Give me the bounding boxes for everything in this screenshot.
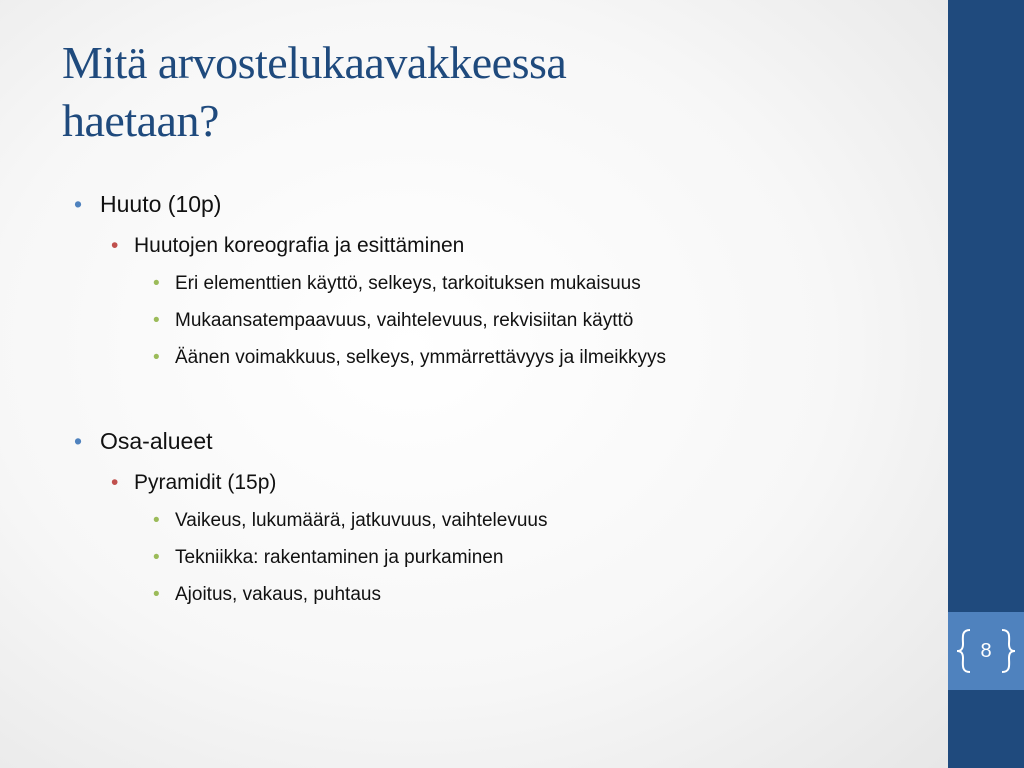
bullet-dot-icon: • (153, 547, 160, 568)
bullet-level-1 (74, 428, 213, 455)
bullet-text: Äänen voimakkuus, selkeys, ymmärrettävyys ja ilmeikkyys (175, 347, 666, 368)
bullet-text: Huutojen koreografia ja esittäminen (134, 234, 465, 257)
page-number: 8 (980, 640, 992, 662)
bullet-text: Ajoitus, vakaus, puhtaus (175, 584, 381, 605)
bullet-dot-icon: • (111, 471, 119, 494)
bullet-text: Eri elementtien käyttö, selkeys, tarkoituksen mukaisuus (175, 273, 641, 294)
page-number-box (948, 612, 1024, 690)
bullet-level-3 (153, 273, 641, 295)
bullet-level-1 (74, 191, 222, 218)
bullet-text: Vaikeus, lukumäärä, jatkuvuus, vaihtelevuus (175, 510, 548, 531)
bullet-level-3 (153, 347, 666, 369)
bullet-level-3 (153, 584, 381, 606)
bullet-dot-icon: • (153, 310, 160, 331)
bullet-dot-icon: • (153, 584, 160, 605)
bullet-level-3 (153, 310, 634, 332)
bullet-text: Mukaansatempaavuus, vaihtelevuus, rekvisiitan käyttö (175, 310, 634, 331)
title-line-2: haetaan? (62, 95, 219, 146)
bullet-text: Tekniikka: rakentaminen ja purkaminen (175, 547, 504, 568)
bullet-dot-icon: • (153, 347, 160, 368)
bullet-dot-icon: • (153, 273, 160, 294)
bullet-level-2 (111, 234, 465, 258)
title-line-1: Mitä arvostelukaavakkeessa (62, 37, 567, 88)
bullet-dot-icon: • (74, 428, 83, 454)
bullet-level-3 (153, 547, 504, 569)
bullet-dot-icon: • (111, 234, 119, 257)
bullet-text: Osa-alueet (100, 428, 213, 454)
bullet-dot-icon: • (153, 510, 160, 531)
bullet-level-3 (153, 510, 548, 532)
bullet-text: Pyramidit (15p) (134, 471, 277, 494)
bullet-level-2 (111, 471, 277, 495)
bullet-text: Huuto (10p) (100, 191, 222, 217)
bullet-dot-icon: • (74, 191, 83, 217)
